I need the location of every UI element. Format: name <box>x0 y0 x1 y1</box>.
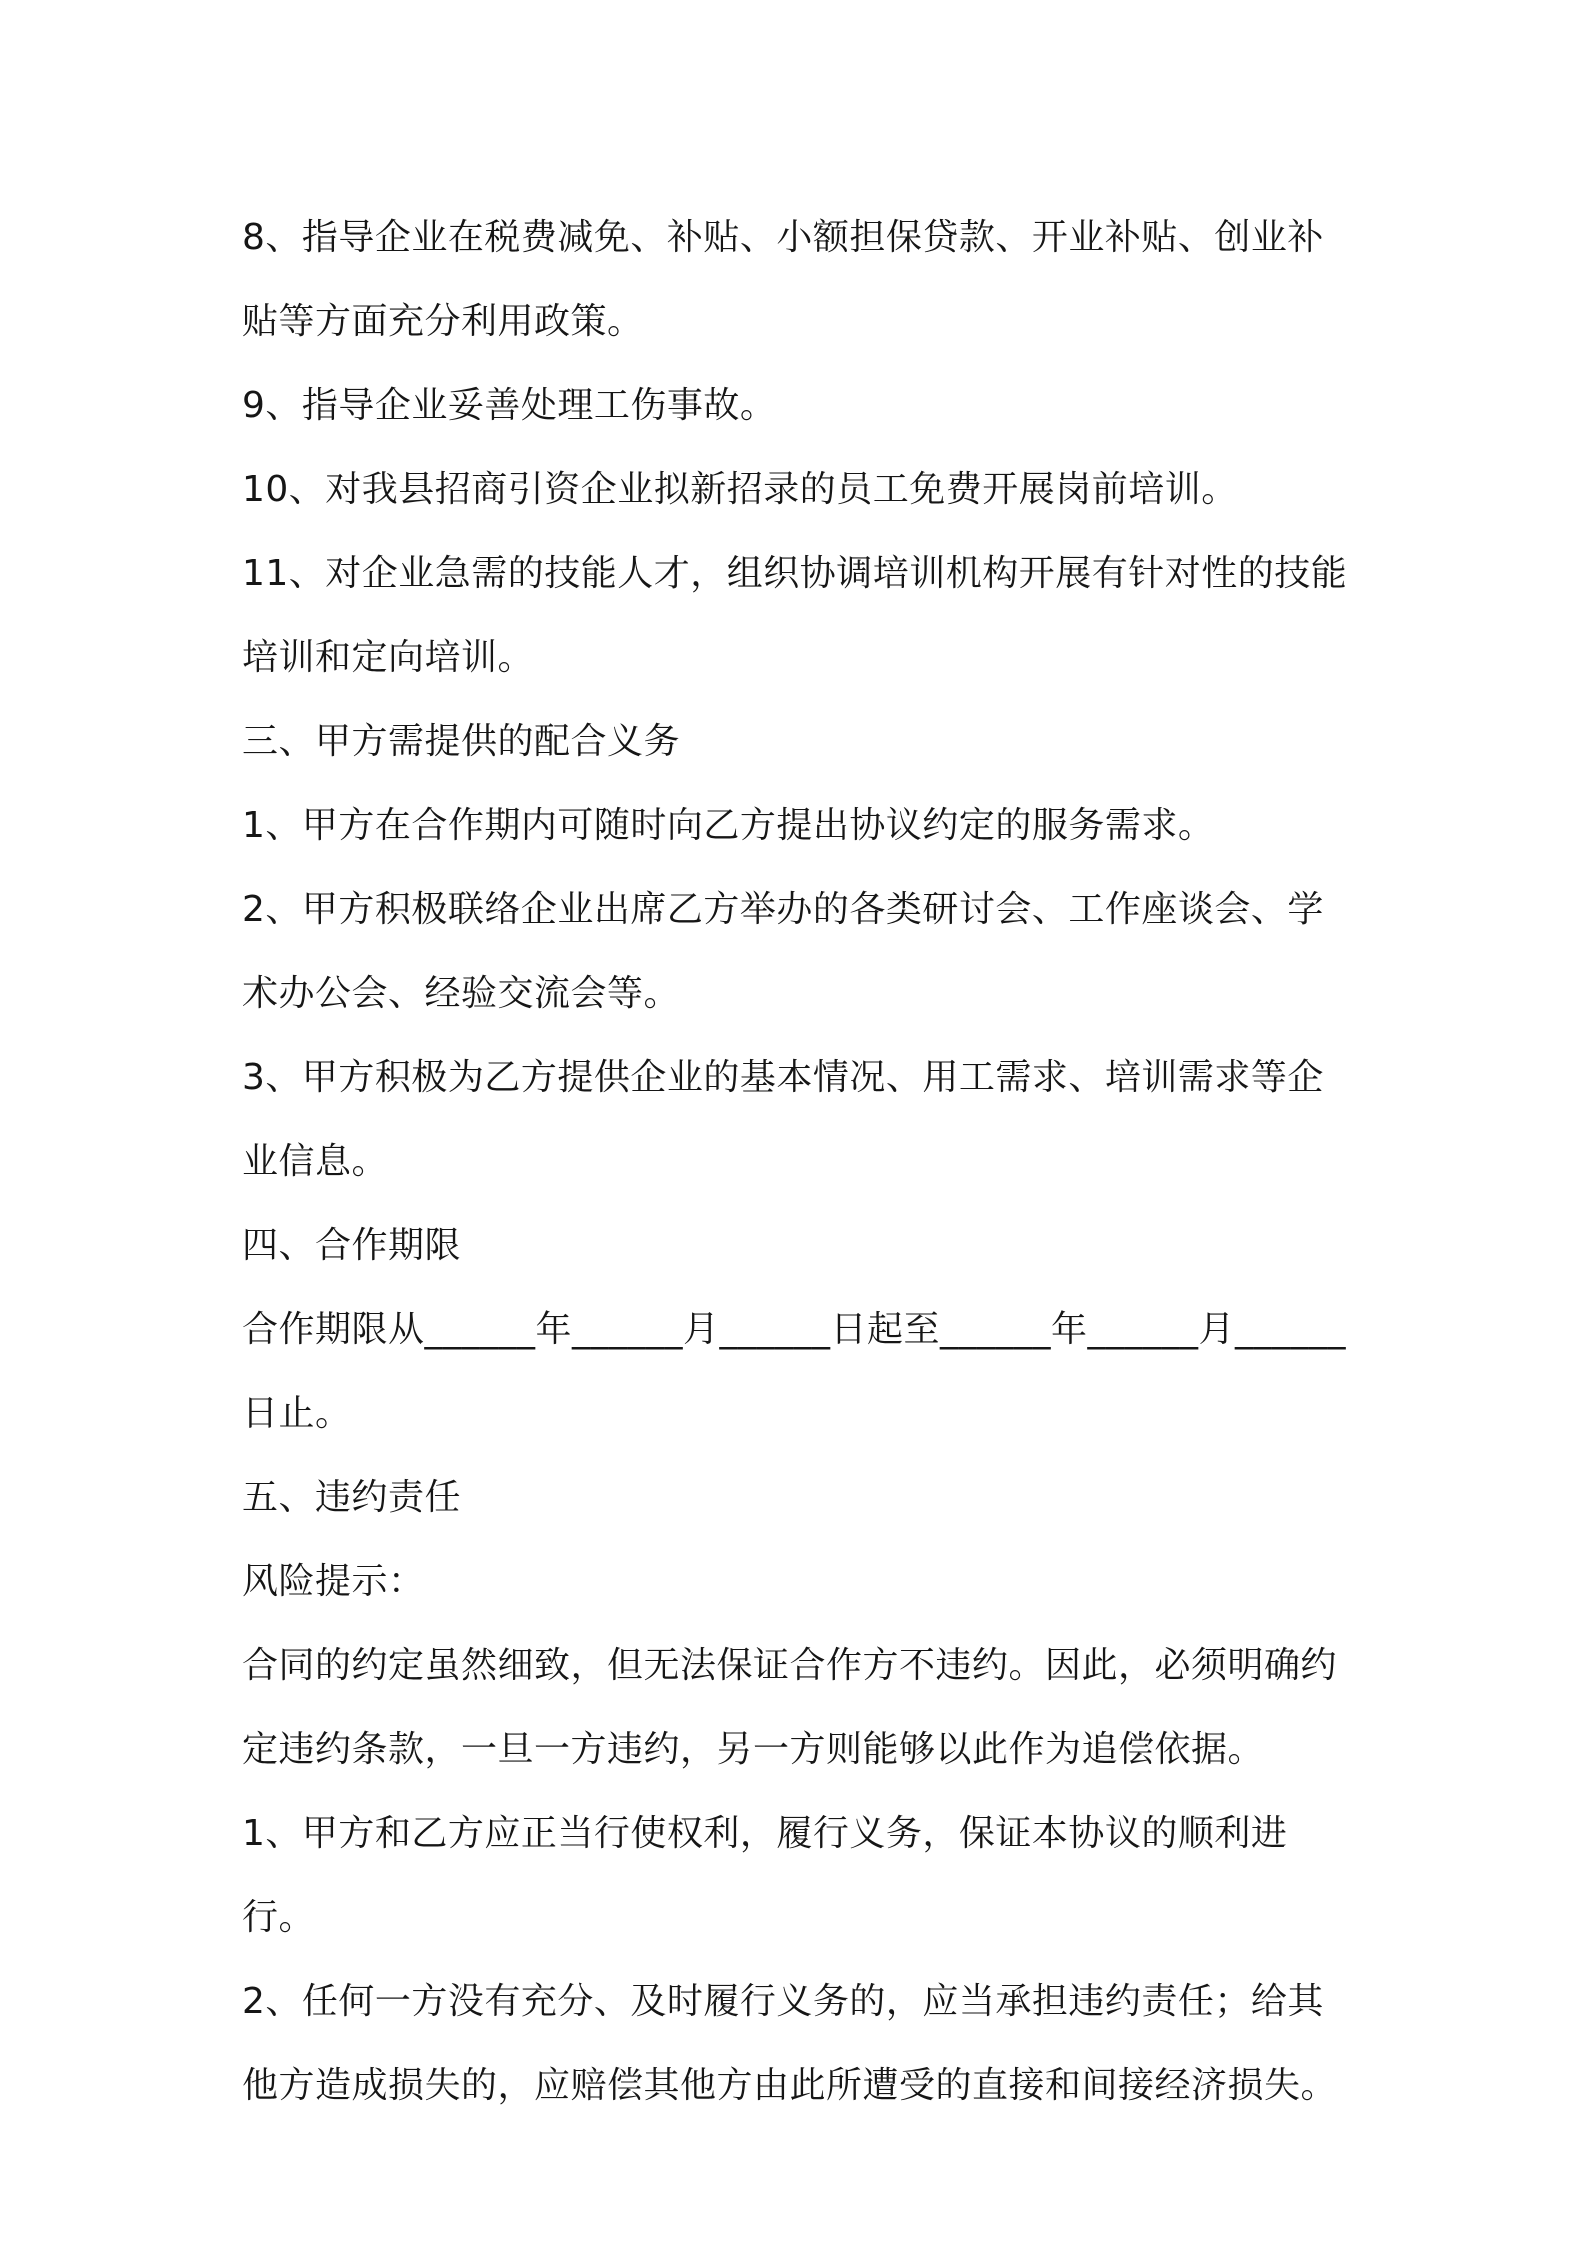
clause-9: 9、指导企业妥善处理工伤事故。 <box>242 385 777 426</box>
liability-2: 2、任何一方没有充分、及时履行义务的，应当承担违约责任；给其他方造成损失的，应赔偿其他方由此所遭受的直接和间接经济损失。 <box>242 1981 1338 2106</box>
clause-8: 8、指导企业在税费减免、补贴、小额担保贷款、开业补贴、创业补贴等方面充分利用政策。 <box>242 217 1324 342</box>
obligation-3: 3、甲方积极为乙方提供企业的基本情况、用工需求、培训需求等企业信息。 <box>242 1057 1324 1182</box>
cooperation-period: 合作期限从______年______月______日起至______年______月______日止。 <box>242 1309 1347 1434</box>
liability-1: 1、甲方和乙方应正当行使权利，履行义务，保证本协议的顺利进行。 <box>242 1813 1288 1938</box>
obligation-1: 1、甲方在合作期内可随时向乙方提出协议约定的服务需求。 <box>242 805 1215 846</box>
section-heading-5: 五、违约责任 <box>242 1477 462 1518</box>
section-heading-3: 三、甲方需提供的配合义务 <box>242 721 681 762</box>
risk-notice-label: 风险提示： <box>242 1561 425 1602</box>
risk-notice-text: 合同的约定虽然细致，但无法保证合作方不违约。因此，必须明确约定违约条款，一旦一方违约，另一方则能够以此作为追偿依据。 <box>242 1645 1338 1770</box>
section-heading-4: 四、合作期限 <box>242 1225 462 1266</box>
document-body <box>242 196 1360 2128</box>
clause-11: 11、对企业急需的技能人才，组织协调培训机构开展有针对性的技能培训和定向培训。 <box>242 553 1348 678</box>
obligation-2: 2、甲方积极联络企业出席乙方举办的各类研讨会、工作座谈会、学术办公会、经验交流会等。 <box>242 889 1324 1014</box>
clause-10: 10、对我县招商引资企业拟新招录的员工免费开展岗前培训。 <box>242 469 1238 510</box>
